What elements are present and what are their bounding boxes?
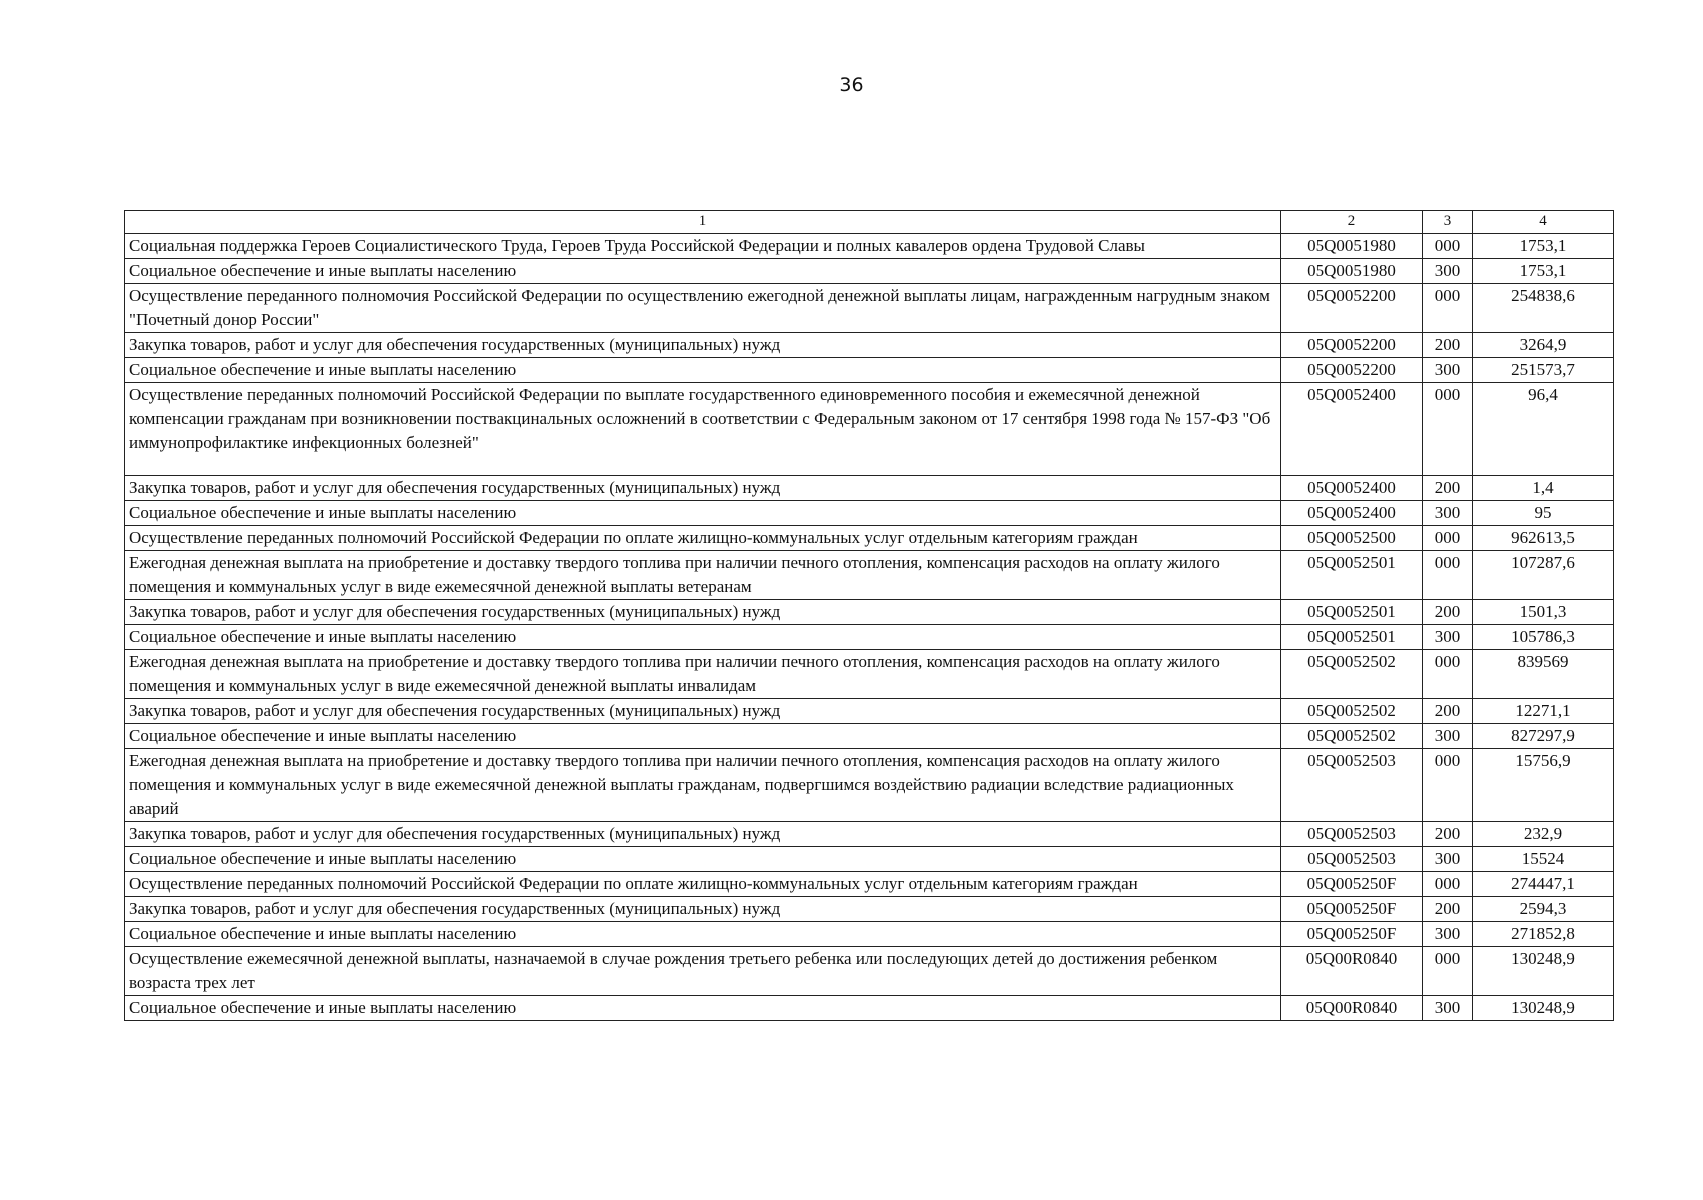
row-code-cell: 05Q0052200	[1281, 358, 1423, 383]
row-amount-cell: 105786,3	[1473, 625, 1614, 650]
table-row	[125, 259, 1614, 284]
row-expense-type-cell: 200	[1423, 897, 1473, 922]
row-expense-type-cell: 300	[1423, 358, 1473, 383]
table-header	[125, 211, 1614, 234]
row-name-cell: Закупка товаров, работ и услуг для обеспечения государственных (муниципальных) нужд	[125, 476, 1281, 501]
row-expense-type-cell: 200	[1423, 600, 1473, 625]
row-code-cell: 05Q0052400	[1281, 383, 1423, 476]
row-code-cell: 05Q0052503	[1281, 749, 1423, 822]
row-code-cell: 05Q0052502	[1281, 650, 1423, 699]
row-amount-cell: 232,9	[1473, 822, 1614, 847]
row-expense-type-cell: 300	[1423, 922, 1473, 947]
row-code-cell: 05Q00R0840	[1281, 947, 1423, 996]
row-amount-cell: 1753,1	[1473, 259, 1614, 284]
table-row	[125, 526, 1614, 551]
row-name-cell: Закупка товаров, работ и услуг для обеспечения государственных (муниципальных) нужд	[125, 822, 1281, 847]
table-body	[125, 234, 1614, 1021]
row-code-cell: 05Q005250F	[1281, 897, 1423, 922]
table-row	[125, 650, 1614, 699]
table-row	[125, 897, 1614, 922]
row-expense-type-cell: 000	[1423, 551, 1473, 600]
row-expense-type-cell: 200	[1423, 822, 1473, 847]
table-row	[125, 501, 1614, 526]
row-expense-type-cell: 300	[1423, 501, 1473, 526]
row-name-cell: Социальное обеспечение и иные выплаты населению	[125, 724, 1281, 749]
column-header-4: 4	[1473, 211, 1614, 234]
column-header-3: 3	[1423, 211, 1473, 234]
row-code-cell: 05Q0051980	[1281, 234, 1423, 259]
table-row	[125, 699, 1614, 724]
row-amount-cell: 12271,1	[1473, 699, 1614, 724]
row-name-cell: Ежегодная денежная выплата на приобретение и доставку твердого топлива при наличии печного отопления, компенсация расходов на оплату жилого помещения и коммунальных услуг в виде ежемесячной денежной выплаты инвалидам	[125, 650, 1281, 699]
row-name-cell: Закупка товаров, работ и услуг для обеспечения государственных (муниципальных) нужд	[125, 897, 1281, 922]
budget-table	[124, 210, 1614, 1021]
row-expense-type-cell: 000	[1423, 284, 1473, 333]
row-amount-cell: 271852,8	[1473, 922, 1614, 947]
table-row	[125, 847, 1614, 872]
page-number: 36	[839, 74, 864, 96]
row-code-cell: 05Q0052501	[1281, 600, 1423, 625]
table-row	[125, 822, 1614, 847]
row-code-cell: 05Q0052503	[1281, 822, 1423, 847]
row-amount-cell: 827297,9	[1473, 724, 1614, 749]
row-name-cell: Осуществление переданных полномочий Российской Федерации по оплате жилищно-коммунальных услуг отдельным категориям граждан	[125, 872, 1281, 897]
row-expense-type-cell: 000	[1423, 526, 1473, 551]
row-name-cell: Осуществление переданных полномочий Российской Федерации по оплате жилищно-коммунальных услуг отдельным категориям граждан	[125, 526, 1281, 551]
row-name-cell: Закупка товаров, работ и услуг для обеспечения государственных (муниципальных) нужд	[125, 699, 1281, 724]
row-amount-cell: 2594,3	[1473, 897, 1614, 922]
row-code-cell: 05Q0052200	[1281, 284, 1423, 333]
table-row	[125, 996, 1614, 1021]
row-code-cell: 05Q005250F	[1281, 922, 1423, 947]
row-amount-cell: 130248,9	[1473, 947, 1614, 996]
row-name-cell: Социальное обеспечение и иные выплаты населению	[125, 358, 1281, 383]
row-code-cell: 05Q0052200	[1281, 333, 1423, 358]
table-row	[125, 625, 1614, 650]
row-name-cell: Социальное обеспечение и иные выплаты населению	[125, 922, 1281, 947]
row-amount-cell: 15524	[1473, 847, 1614, 872]
row-expense-type-cell: 000	[1423, 947, 1473, 996]
row-expense-type-cell: 300	[1423, 847, 1473, 872]
row-amount-cell: 839569	[1473, 650, 1614, 699]
table-row	[125, 922, 1614, 947]
row-name-cell: Социальная поддержка Героев Социалистического Труда, Героев Труда Российской Федерации и полных кавалеров ордена Трудовой Славы	[125, 234, 1281, 259]
row-expense-type-cell: 300	[1423, 724, 1473, 749]
row-code-cell: 05Q0052501	[1281, 625, 1423, 650]
row-amount-cell: 3264,9	[1473, 333, 1614, 358]
row-expense-type-cell: 000	[1423, 749, 1473, 822]
table-row	[125, 724, 1614, 749]
row-expense-type-cell: 300	[1423, 625, 1473, 650]
row-code-cell: 05Q0052503	[1281, 847, 1423, 872]
row-amount-cell: 1753,1	[1473, 234, 1614, 259]
table-row	[125, 383, 1614, 476]
header-row	[125, 211, 1614, 234]
row-amount-cell: 274447,1	[1473, 872, 1614, 897]
row-code-cell: 05Q005250F	[1281, 872, 1423, 897]
column-header-1: 1	[125, 211, 1281, 234]
row-name-cell: Социальное обеспечение и иные выплаты населению	[125, 847, 1281, 872]
row-name-cell: Закупка товаров, работ и услуг для обеспечения государственных (муниципальных) нужд	[125, 333, 1281, 358]
row-name-cell: Ежегодная денежная выплата на приобретение и доставку твердого топлива при наличии печного отопления, компенсация расходов на оплату жилого помещения и коммунальных услуг в виде ежемесячной денежной выплаты гражданам, подвергшимся воздействию радиации вследствие радиационных аварий	[125, 749, 1281, 822]
table-row	[125, 749, 1614, 822]
row-amount-cell: 107287,6	[1473, 551, 1614, 600]
row-amount-cell: 962613,5	[1473, 526, 1614, 551]
row-expense-type-cell: 000	[1423, 383, 1473, 476]
row-expense-type-cell: 200	[1423, 333, 1473, 358]
row-expense-type-cell: 300	[1423, 259, 1473, 284]
row-name-cell: Осуществление переданного полномочия Российской Федерации по осуществлению ежегодной денежной выплаты лицам, награжденным нагрудным знаком "Почетный донор России"	[125, 284, 1281, 333]
table-row	[125, 476, 1614, 501]
row-expense-type-cell: 000	[1423, 650, 1473, 699]
row-amount-cell: 254838,6	[1473, 284, 1614, 333]
table-row	[125, 284, 1614, 333]
table-row	[125, 234, 1614, 259]
table-row	[125, 358, 1614, 383]
row-amount-cell: 15756,9	[1473, 749, 1614, 822]
row-name-cell: Социальное обеспечение и иные выплаты населению	[125, 996, 1281, 1021]
table-row	[125, 947, 1614, 996]
row-code-cell: 05Q0052502	[1281, 699, 1423, 724]
row-amount-cell: 1,4	[1473, 476, 1614, 501]
row-expense-type-cell: 200	[1423, 699, 1473, 724]
row-code-cell: 05Q0052400	[1281, 476, 1423, 501]
row-code-cell: 05Q0052400	[1281, 501, 1423, 526]
row-name-cell: Социальное обеспечение и иные выплаты населению	[125, 259, 1281, 284]
row-amount-cell: 1501,3	[1473, 600, 1614, 625]
row-expense-type-cell: 200	[1423, 476, 1473, 501]
row-code-cell: 05Q0052500	[1281, 526, 1423, 551]
row-name-cell: Осуществление переданных полномочий Российской Федерации по выплате государственного единовременного пособия и ежемесячной денежной компенсации гражданам при возникновении поствакцинальных осложнений в соответствии с Федеральным законом от 17 сентября 1998 года № 157-ФЗ "Об иммунопрофилактике инфекционных болезней"	[125, 383, 1281, 476]
column-header-2: 2	[1281, 211, 1423, 234]
row-name-cell: Социальное обеспечение и иные выплаты населению	[125, 625, 1281, 650]
row-name-cell: Ежегодная денежная выплата на приобретение и доставку твердого топлива при наличии печного отопления, компенсация расходов на оплату жилого помещения и коммунальных услуг в виде ежемесячной денежной выплаты ветеранам	[125, 551, 1281, 600]
row-code-cell: 05Q0052502	[1281, 724, 1423, 749]
table-row	[125, 600, 1614, 625]
table-row	[125, 872, 1614, 897]
row-amount-cell: 95	[1473, 501, 1614, 526]
row-code-cell: 05Q00R0840	[1281, 996, 1423, 1021]
row-expense-type-cell: 000	[1423, 234, 1473, 259]
row-code-cell: 05Q0051980	[1281, 259, 1423, 284]
row-amount-cell: 130248,9	[1473, 996, 1614, 1021]
row-name-cell: Социальное обеспечение и иные выплаты населению	[125, 501, 1281, 526]
row-expense-type-cell: 000	[1423, 872, 1473, 897]
row-amount-cell: 96,4	[1473, 383, 1614, 476]
row-amount-cell: 251573,7	[1473, 358, 1614, 383]
row-code-cell: 05Q0052501	[1281, 551, 1423, 600]
table-row	[125, 333, 1614, 358]
row-expense-type-cell: 300	[1423, 996, 1473, 1021]
table-row	[125, 551, 1614, 600]
row-name-cell: Закупка товаров, работ и услуг для обеспечения государственных (муниципальных) нужд	[125, 600, 1281, 625]
row-name-cell: Осуществление ежемесячной денежной выплаты, назначаемой в случае рождения третьего ребенка или последующих детей до достижения ребенком возраста трех лет	[125, 947, 1281, 996]
